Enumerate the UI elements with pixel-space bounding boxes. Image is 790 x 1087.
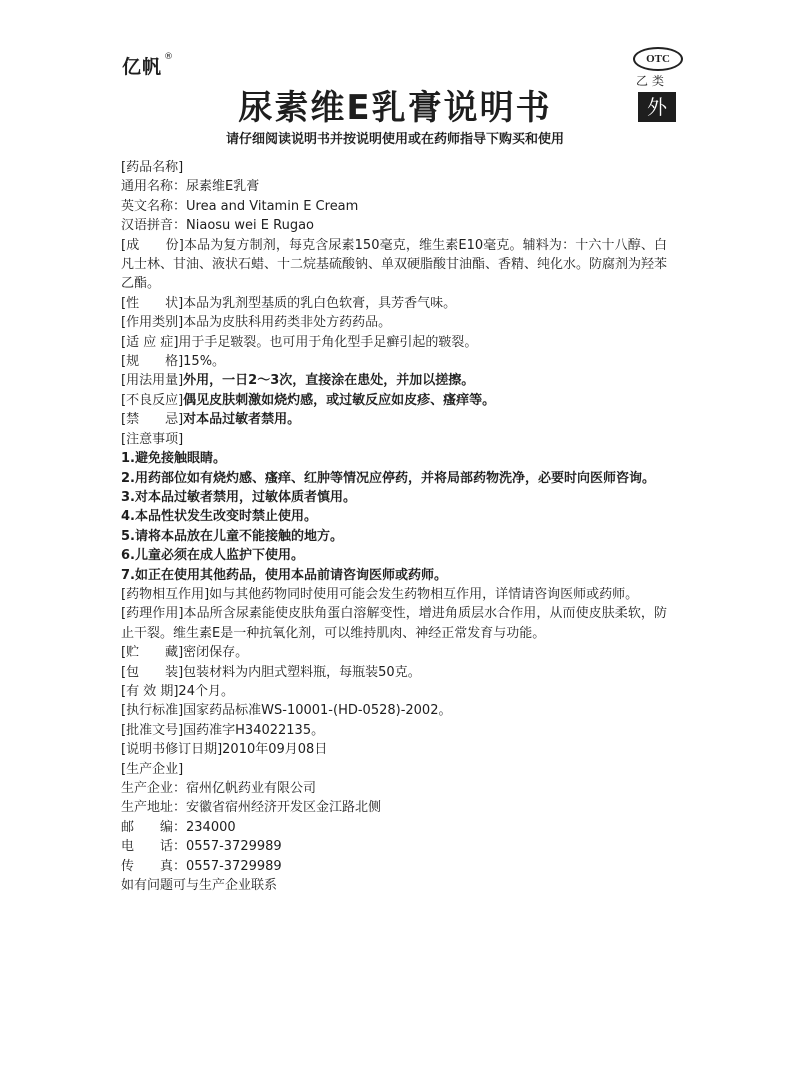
interactions-row (121, 585, 667, 604)
document-title: 尿素维E乳膏说明书 (238, 88, 552, 128)
postcode-value: 234000 (186, 819, 236, 835)
brand-logo (122, 52, 174, 79)
manufacturer-name-value: 宿州亿帆药业有限公司 (186, 781, 317, 796)
validity-row (121, 682, 667, 701)
section-drug-name: [药品名称] (121, 160, 184, 175)
revision-date-label: [说明书修订日期] (121, 742, 223, 758)
standard-label: [执行标准] (121, 703, 184, 719)
brand-name: 亿帆 (122, 56, 163, 78)
category-label: [作用类别] (121, 315, 184, 331)
indications-value: 用于手足皲裂。也可用于角化型手足癣引起的皲裂。 (178, 334, 478, 350)
ingredients-value: 本品为复方制剂，每克含尿素150毫克，维生素E10毫克。辅料为：十六十八醇、白凡士林、甘油、液状石蜡、十二烷基硫酸钠、单双硬脂酸甘油酯、香精、纯化水。防腐剂为羟苯乙酯。 (121, 237, 668, 292)
precaution-item: 2.用药部位如有烧灼感、瘙痒、红肿等情况应停药，并将局部药物洗净，必要时向医师咨询。 (121, 470, 655, 486)
precaution-item: 5.请将本品放在儿童不能接触的地方。 (121, 528, 343, 544)
pharmacology-value: 本品所含尿素能使皮肤角蛋白溶解变性，增进角质层水合作用，从而使皮肤柔软，防止干裂。维生素E是一种抗氧化剂，可以维持肌肉、神经正常发育与功能。 (121, 606, 667, 641)
pinyin-name-value: Niaosu wei E Rugao (186, 218, 314, 234)
pharmacology-label: [药理作用] (121, 606, 184, 622)
indications-label: [适 应 症] (121, 334, 179, 350)
approval-row (121, 721, 667, 740)
specification-row (121, 352, 667, 371)
precaution-item: 7.如正在使用其他药品，使用本品前请咨询医师或药师。 (121, 567, 447, 583)
adverse-reactions-label: [不良反应] (121, 392, 184, 408)
approval-value: 国药准字H34022135。 (183, 722, 325, 738)
standard-row (121, 701, 667, 720)
external-use-badge: 外 (638, 92, 676, 122)
registered-mark: ® (164, 52, 175, 62)
fax-row (121, 857, 667, 876)
manufacturer-address-label: 生产地址： (121, 800, 187, 816)
english-name-value: Urea and Vitamin E Cream (186, 198, 359, 214)
indications-row (121, 333, 667, 352)
section-precautions: [注意事项] (121, 431, 184, 447)
generic-name-value: 尿素维E乳膏 (186, 179, 260, 195)
document-subtitle: 请仔细阅读说明书并按说明使用或在药师指导下购买和使用 (225, 132, 564, 147)
precaution-item: 6.儿童必须在成人监护下使用。 (121, 548, 304, 564)
dosage-value: 外用，一日2～3次，直接涂在患处，并加以搓擦。 (183, 373, 475, 389)
specification-value: 15%。 (183, 354, 226, 370)
manufacturer-name-label: 生产企业： (121, 781, 187, 796)
category-value: 本品为皮肤科用药类非处方药药品。 (183, 315, 392, 331)
packaging-label: [包 装] (121, 664, 184, 680)
phone-row (121, 837, 667, 856)
fax-label: 传 真： (121, 858, 187, 874)
ingredients-row (121, 236, 667, 294)
storage-row (121, 643, 667, 662)
revision-date-row (121, 740, 667, 759)
adverse-reactions-value: 偶见皮肤刺激如烧灼感，或过敏反应如皮疹、瘙痒等。 (183, 392, 496, 408)
precaution-item: 4.本品性状发生改变时禁止使用。 (121, 509, 317, 525)
manufacturer-name-row (121, 779, 667, 798)
adverse-reactions-row (121, 391, 667, 410)
storage-label: [贮 藏] (121, 645, 184, 661)
category-row (121, 313, 667, 332)
packaging-value: 包装材料为内胆式塑料瓶，每瓶装50克。 (183, 664, 421, 680)
generic-name-row (121, 177, 667, 196)
pharmacology-row (121, 604, 667, 643)
interactions-label: [药物相互作用] (121, 586, 210, 602)
fax-value: 0557-3729989 (186, 858, 282, 874)
english-name-label: 英文名称： (121, 198, 187, 214)
postcode-row (121, 818, 667, 837)
contraindications-value: 对本品过敏者禁用。 (183, 412, 301, 428)
dosage-row (121, 371, 667, 390)
pinyin-name-label: 汉语拼音： (121, 218, 187, 234)
dosage-label: [用法用量] (121, 373, 184, 389)
appearance-row (121, 294, 667, 313)
validity-label: [有 效 期] (121, 683, 179, 699)
otc-badge: OTC (633, 47, 683, 71)
precaution-item: 1.避免接触眼睛。 (121, 451, 226, 467)
standard-value: 国家药品标准WS-10001-(HD-0528)-2002。 (183, 703, 452, 719)
postcode-label: 邮 编： (121, 819, 187, 835)
revision-date-value: 2010年09月08日 (222, 742, 328, 758)
english-name-row (121, 197, 667, 216)
phone-value: 0557-3729989 (186, 839, 282, 855)
approval-label: [批准文号] (121, 722, 184, 738)
contraindications-label: [禁 忌] (121, 412, 184, 428)
pinyin-name-row (121, 216, 667, 235)
interactions-value: 如与其他药物同时使用可能会发生药物相互作用，详情请咨询医师或药师。 (209, 586, 639, 602)
specification-label: [规 格] (121, 354, 184, 370)
phone-label: 电 话： (121, 839, 187, 855)
section-manufacturer: [生产企业] (121, 761, 184, 777)
precaution-item: 3.对本品过敏者禁用，过敏体质者慎用。 (121, 489, 356, 505)
manufacturer-address-row (121, 798, 667, 817)
storage-value: 密闭保存。 (183, 645, 249, 661)
packaging-row (121, 663, 667, 682)
ingredients-label: [成 份] (121, 237, 184, 253)
appearance-label: [性 状] (121, 295, 184, 311)
generic-name-label: 通用名称： (121, 179, 187, 195)
contraindications-row (121, 410, 667, 429)
contact-note: 如有问题可与生产企业联系 (121, 878, 278, 894)
validity-value: 24个月。 (178, 683, 234, 699)
otc-class-label: 乙类 (636, 74, 669, 88)
appearance-value: 本品为乳剂型基质的乳白色软膏，具芳香气味。 (183, 295, 457, 311)
leaflet-body (121, 158, 667, 895)
manufacturer-address-value: 安徽省宿州经济开发区金江路北侧 (186, 800, 382, 816)
